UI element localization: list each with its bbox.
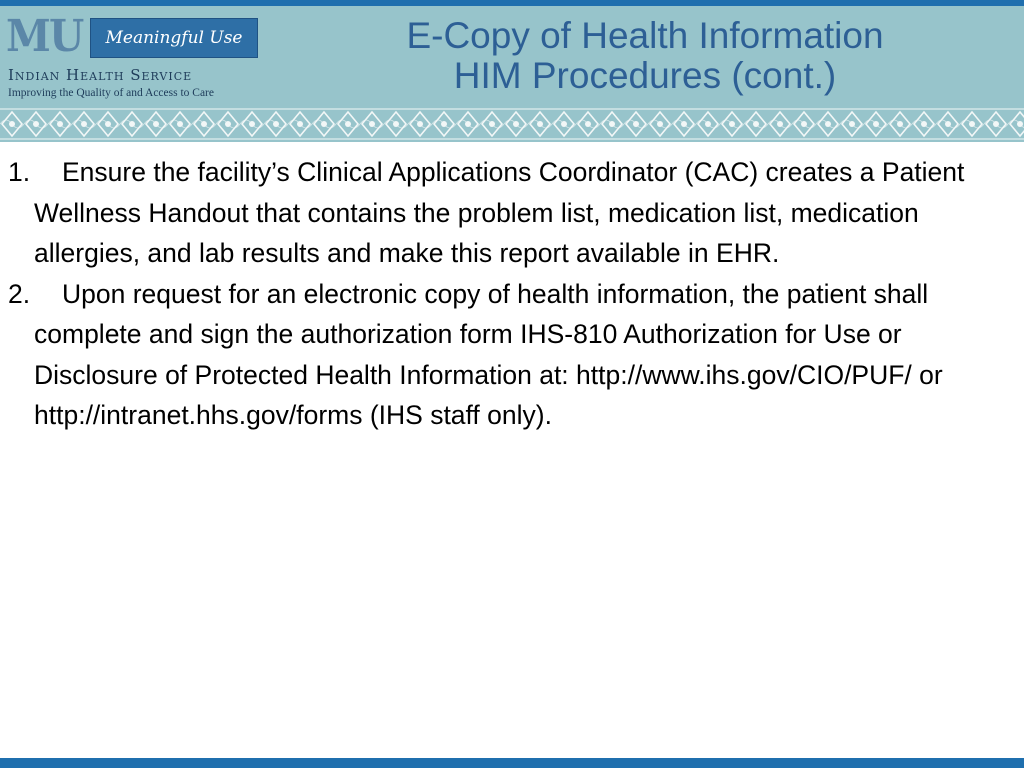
logo-organization-name: Indian Health Service	[8, 66, 193, 84]
list-item-number: 1.	[8, 157, 31, 187]
slide-title-line: E-Copy of Health Information	[406, 15, 884, 56]
list-item-text: Ensure the facility’s Clinical Applications Coordinator (CAC) creates a Patient Wellness Handout that contains the problem list, medication list, medication allergies, and lab results and make this report available in EHR.	[34, 157, 965, 268]
ihs-meaningful-use-logo	[6, 11, 262, 102]
bottom-accent-rule	[0, 758, 1024, 768]
list-item-number: 2.	[8, 278, 31, 309]
list-item	[8, 274, 1008, 436]
slide-title-line: HIM Procedures (cont.)	[453, 55, 837, 96]
decorative-border-band	[0, 106, 1024, 142]
list-item	[8, 152, 1008, 274]
procedure-list	[8, 152, 1008, 436]
logo-tagline: Improving the Quality of and Access to Care	[8, 87, 214, 99]
header-band	[0, 6, 1024, 106]
slide-title	[300, 16, 990, 96]
logo-program-name: Meaningful Use	[105, 28, 243, 48]
logo-mu-letters: MU	[6, 11, 83, 62]
logo-program-box	[90, 18, 258, 58]
list-item-text: Upon request for an electronic copy of health information, the patient shall complete and sign the authorization form IHS-810 Authorization for Use or Disclosure of Protected Health Information at: http://www.ihs.gov/CIO/PUF/ or http://intranet.hhs.gov/forms (IHS staff only).	[34, 278, 943, 430]
